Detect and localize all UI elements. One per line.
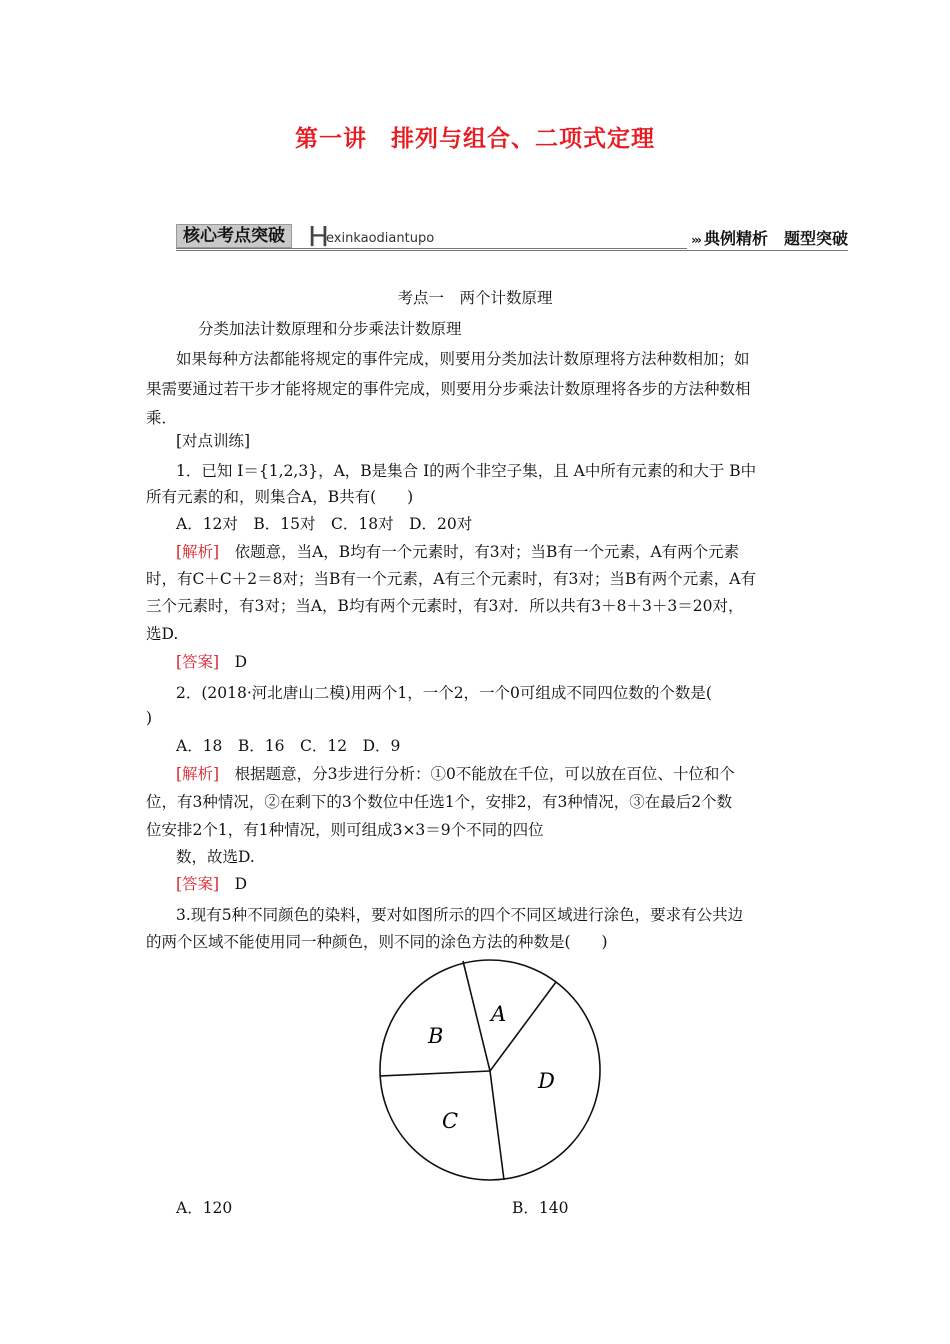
circle-region-diagram [378,958,604,1184]
q3-stem: 3.现有5种不同颜色的染料，要对如图所示的四个不同区域进行涂色，要求有公共边 [176,906,744,924]
page-title: 第一讲 排列与组合、二项式定理 [295,126,655,152]
q2-analysis: 位安排2个1，有1种情况，则可组成3×3＝9个不同的四位 [146,821,544,839]
q3-option-a: A．120 [176,1199,233,1217]
region-b-label: B [428,1024,444,1048]
answer-tag: [答案] [176,653,220,671]
q2-stem: 2．(2018·河北唐山二模)用两个1，一个2，一个0可组成不同四位数的个数是( [176,684,712,702]
training-label: [对点训练] [176,432,251,450]
body-line: 如果每种方法都能将规定的事件完成，则要用分类加法计数原理将方法种数相加；如 [176,350,750,368]
q1-analysis [176,542,739,562]
q3-stem: 的两个区域不能使用同一种颜色，则不同的涂色方法的种数是( ) [146,933,608,951]
region-c-label: C [442,1109,459,1133]
banner-label: 核心考点突破 [176,224,292,248]
banner-letter: H [308,220,330,253]
divider-line-bc [380,1071,490,1076]
analysis-text: 依题意，当A，B均有一个元素时，有3对；当B有一个元素，A有两个元素 [219,543,740,561]
q2-analysis: 位，有3种情况，②在剩下的3个数位中任选1个，安排2，有3种情况，③在最后2个数 [146,793,733,811]
q2-analysis: 数，故选D. [176,848,255,866]
analysis-text: 根据题意，分3步进行分析：①0不能放在千位，可以放在百位、十位和个 [219,765,735,783]
region-a-label: A [491,1002,507,1026]
q1-analysis: 三个元素时，有3对；当A，B均有两个元素时，有3对．所以共有3＋8＋3＋3＝20对， [146,597,744,615]
answer-text: D [219,653,248,671]
divider-line-cd [490,1071,504,1180]
q1-answer [176,652,247,672]
body-line: 果需要通过若干步才能将规定的事件完成，则要用分步乘法计数原理将各步的方法种数相 [146,380,751,398]
chevrons-icon: ››› [691,233,700,247]
body-line: 乘． [146,409,178,427]
region-d-label: D [538,1069,555,1093]
q1-options: A．12对 B．15对 C．18对 D．20对 [176,515,473,533]
analysis-tag: [解析] [176,765,220,783]
q1-stem: 所有元素的和，则集合A，B共有( ) [146,488,414,506]
q2-answer [176,874,247,894]
analysis-tag: [解析] [176,543,220,561]
banner-right-label: 典例精析 题型突破 [703,229,848,248]
section-heading: 考点一 两个计数原理 [397,289,553,307]
banner-right [687,226,848,249]
banner-pinyin: exinkaodiantupo [326,231,435,246]
q2-options: A．18 B．16 C．12 D．9 [176,737,401,755]
q3-option-b: B．140 [512,1199,569,1217]
q1-analysis: 选D. [146,625,179,643]
q1-stem: 1．已知 I＝{1,2,3}，A，B是集合 I的两个非空子集，且 A中所有元素的和大于 B中 [176,462,757,480]
divider-line-ad [490,982,556,1071]
section-banner [176,220,848,253]
answer-tag: [答案] [176,875,220,893]
section-subheading: 分类加法计数原理和分步乘法计数原理 [198,320,462,338]
divider-line-ab [463,961,490,1071]
answer-text: D [219,875,248,893]
q2-stem: ) [146,709,153,727]
q2-analysis [176,764,735,784]
q1-analysis: 时，有C＋C＋2＝8对；当B有一个元素，A有三个元素时，有3对；当B有两个元素，A有 [146,570,756,588]
